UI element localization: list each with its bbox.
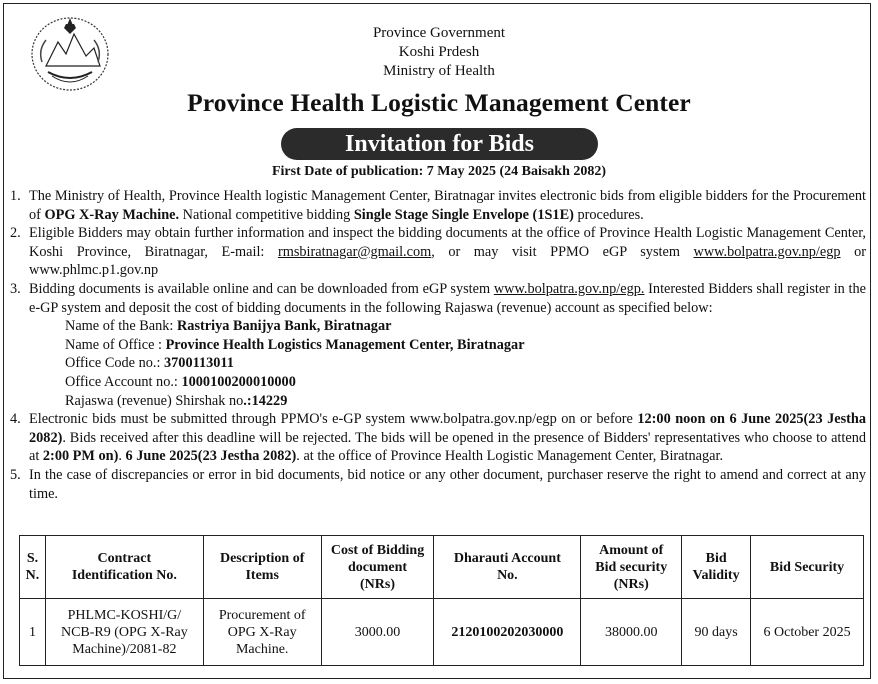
text: National competitive bidding: [179, 206, 354, 223]
text: procedures.: [573, 206, 644, 223]
cell-contract: PHLMC-KOSHI/G/ NCB-R9 (OPG X-Ray Machine)/2081-82: [45, 599, 203, 666]
bold-text: 2:00 PM on): [42, 448, 119, 465]
text: The Ministry of Health, Province Health logistic Management Center, Biratnagar invites electronic bids from eligible bidders for the Procurement of: [29, 188, 866, 223]
cell-sn: 1: [20, 599, 46, 666]
cell-account: 2120100202030000: [434, 599, 581, 666]
cell-validity: 90 days: [682, 599, 751, 666]
office-code-line: [65, 354, 866, 373]
paragraph-4: [10, 410, 866, 466]
paragraph-number: 3.: [10, 280, 21, 297]
col-header-description: Description of Items: [203, 536, 321, 599]
notice-body: [10, 187, 866, 503]
col-header-account: Dharauti Account No.: [434, 536, 581, 599]
office-name-line: [65, 336, 866, 355]
gov-line-3: Ministry of Health: [383, 63, 495, 79]
label: Name of the Bank:: [65, 318, 177, 335]
publication-date: First Date of publication: 7 May 2025 (24 Baisakh 2082): [271, 164, 607, 179]
cell-cost: 3000.00: [321, 599, 434, 666]
text: Electronic bids must be submitted through PPMO's e-GP system www.bolpatra.gov.np/egp on or before: [29, 411, 638, 428]
office-account-line: [65, 373, 866, 392]
value: .:14229: [243, 392, 288, 409]
paragraph-1: [10, 187, 866, 224]
cell-security: 6 October 2025: [751, 599, 864, 666]
bold-text: OPG X-Ray Machine.: [44, 206, 180, 223]
text: . at the office of Province Health Logistic Management Center, Biratnagar.: [296, 448, 724, 465]
col-header-cost: Cost of Bidding document (NRs): [321, 536, 434, 599]
value: Rastriya Banijya Bank, Biratnagar: [176, 318, 392, 335]
paragraph-number: 5.: [10, 466, 21, 483]
bid-table: [19, 535, 864, 666]
government-header: [0, 24, 878, 81]
col-header-amount: Amount of Bid security (NRs): [581, 536, 682, 599]
col-header-sn: S. N.: [20, 536, 46, 599]
banner-title: Invitation for Bids: [281, 128, 598, 160]
paragraph-3: [10, 280, 866, 317]
label: Office Code no.:: [65, 355, 164, 372]
label: Name of Office :: [65, 336, 166, 353]
col-header-contract: Contract Identification No.: [45, 536, 203, 599]
paragraph-number: 2.: [10, 225, 21, 242]
cell-amount: 38000.00: [581, 599, 682, 666]
value: 3700113011: [164, 355, 234, 372]
egp-link[interactable]: www.bolpatra.gov.np/egp.: [493, 280, 645, 297]
col-header-validity: Bid Validity: [682, 536, 751, 599]
text: Eligible Bidders may obtain further information and inspect the bidding documents at the office of Province Health Logistic Management Center, Koshi Province, Biratnagar, E-mail:: [29, 225, 866, 260]
bank-details: [10, 317, 866, 410]
text: In the case of discrepancies or error in bid documents, bid notice or any other document, purchaser reserve the right to amend and correct at any time.: [29, 466, 866, 502]
gov-line-2: Koshi Prdesh: [398, 44, 480, 60]
gov-line-1: Province Government: [372, 25, 506, 41]
label: Office Account no.:: [65, 373, 182, 390]
paragraph-number: 1.: [10, 188, 21, 204]
text: or www.phlmc.p1.gov.np: [29, 243, 866, 279]
bold-text: Single Stage Single Envelope (1S1E): [353, 206, 574, 223]
text: . Bids received after this deadline will be rejected. The bids will be opened in the presence of Bidders' representatives who choose to attend at: [29, 429, 866, 465]
email-link[interactable]: rmsbiratnagar@gmail.com: [277, 243, 432, 260]
text: Interested Bidders shall register in the e-GP system and deposit the cost of bidding documents in the following Rajaswa (revenue) account as specified below:: [29, 280, 866, 316]
paragraph-5: [10, 466, 866, 503]
text: Bidding documents is available online and can be downloaded from eGP system: [29, 280, 494, 297]
bold-text: 6 June 2025(23 Jestha 2082): [125, 448, 297, 465]
bank-name-line: [65, 317, 866, 336]
value: 1000100200010000: [181, 373, 296, 390]
paragraph-2: [10, 224, 866, 280]
text: .: [118, 448, 126, 465]
text: , or may visit PPMO eGP system: [431, 243, 694, 260]
label: Rajaswa (revenue) Shirshak no: [65, 392, 244, 409]
cell-description: Procurement of OPG X-Ray Machine.: [203, 599, 321, 666]
egp-link[interactable]: www.bolpatra.gov.np/egp: [693, 243, 841, 260]
table-header-row: [20, 536, 864, 599]
bold-text: 12:00 noon on 6 June 2025(23 Jestha 2082): [29, 411, 866, 446]
col-header-security: Bid Security: [751, 536, 864, 599]
page-title: Province Health Logistic Management Center: [187, 88, 691, 117]
paragraph-number: 4.: [10, 411, 21, 428]
value: Province Health Logistics Management Center, Biratnagar: [165, 336, 525, 353]
shirshak-line: [65, 392, 866, 411]
table-row: [20, 599, 864, 666]
